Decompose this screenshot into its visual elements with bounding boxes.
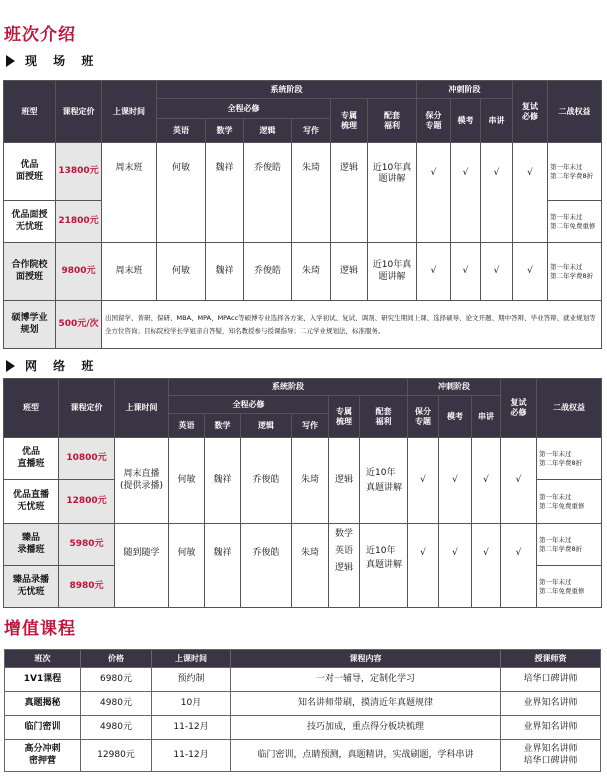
check-review: √ [472,524,501,608]
class-price: 8980元 [59,566,115,608]
header-class-type: 班型 [4,379,59,438]
course-content: 知名讲师带刷，摸清近年真题规律 [231,692,501,716]
course-price: 6980元 [81,668,152,692]
check-retake: √ [513,243,548,301]
header-bonus: 配套 福利 [360,396,408,438]
header-system-stage: 系统阶段 [169,379,408,396]
online-class-table [3,378,602,608]
check-mock: √ [439,524,472,608]
teacher-english: 何敏 [157,143,206,243]
header-full-required: 全程必修 [157,99,331,119]
course-name: 真题揭秘 [5,692,81,716]
header-sprint-stage: 冲刺阶段 [417,81,513,99]
check-guarantee: √ [417,143,451,243]
header-class-type: 班型 [4,81,56,143]
bonus-text: 近10年真 题讲解 [368,243,417,301]
header-content: 课程内容 [231,650,501,668]
header-time: 上课时间 [115,379,169,438]
teacher-math: 魏祥 [206,243,244,301]
teacher-writing: 朱琦 [292,243,331,301]
header-writing: 写作 [292,119,331,143]
class-price: 13800元 [56,143,102,201]
class-name: 硕博学业 规划 [4,301,56,349]
table-row [4,438,602,480]
class-price: 500元/次 [56,301,102,349]
teacher-english: 何敏 [169,524,205,608]
header-retake: 复试 必修 [513,81,548,143]
check-retake: √ [501,438,537,524]
check-mock: √ [451,243,481,301]
table-row [5,668,601,692]
header-english: 英语 [157,119,206,143]
course-price: 4980元 [81,716,152,740]
header-teacher: 授课师资 [501,650,601,668]
header-guarantee: 保分 专题 [417,99,451,143]
class-name: 优品 面授班 [4,143,56,201]
bonus-text: 近10年 真题讲解 [360,438,408,524]
planning-note: 出国留学、菁研、保研、MBA、MPA、MPAcc等硕博专业选择各方案、入学初试、复试、调剂、研究生期间上课、选择硕导、论文开题、期中答辩、毕业答辩、就业规划等全方位咨询；目标院校学长学姐亲自答疑，知名教授参与授课指导；二元学业规划法，标准服务。 [102,301,602,349]
header-sprint-stage: 冲刺阶段 [408,379,501,396]
header-name: 班次 [5,650,81,668]
class-price: 10800元 [59,438,115,480]
course-time: 10月 [152,692,231,716]
onsite-class-table [3,80,602,349]
course-content: 技巧加成，重点得分板块梳理 [231,716,501,740]
header-time: 上课时间 [102,81,157,143]
table-row [4,301,602,349]
course-price: 12980元 [81,740,152,772]
course-teacher: 业界知名讲师 [501,692,601,716]
arrow-icon [6,55,15,67]
teacher-math: 魏祥 [205,438,241,524]
teacher-logic: 乔俊皓 [244,143,292,243]
rights-text: 第一年未过 第二年免费重修 [548,201,602,243]
exclusive-subject: 逻辑 [331,143,368,243]
bonus-text: 近10年 真题讲解 [360,524,408,608]
check-review: √ [472,438,501,524]
header-exclusive: 专属 梳理 [329,396,360,438]
class-time: 周末直播 (提供录播) [115,438,169,524]
header-system-stage: 系统阶段 [157,81,417,99]
header-review: 串讲 [472,396,501,438]
header-logic: 逻辑 [244,119,292,143]
course-content: 临门密训，点睛预测，真题精讲，实战刷题，学科串讲 [231,740,501,772]
header-guarantee: 保分 专题 [408,396,439,438]
check-guarantee: √ [408,438,439,524]
value-added-table [4,649,601,772]
section-heading-onsite-label: 现 场 班 [25,54,100,68]
header-bonus: 配套 福利 [368,99,417,143]
rights-text: 第一年未过 第二年学费8折 [537,524,602,566]
header-price: 课程定价 [59,379,115,438]
course-content: 一对一辅导，定制化学习 [231,668,501,692]
course-time: 11-12月 [152,716,231,740]
teacher-logic: 乔俊皓 [241,524,292,608]
class-name: 优品 直播班 [4,438,59,480]
rights-text: 第一年未过 第二年学费8折 [548,143,602,201]
course-name: 临门密训 [5,716,81,740]
header-price: 课程定价 [56,81,102,143]
header-math: 数学 [206,119,244,143]
course-teacher: 业界知名讲师 培华口碑讲师 [501,740,601,772]
exclusive-subject: 逻辑 [331,243,368,301]
check-review: √ [481,243,513,301]
exclusive-subject: 数学 英语 逻辑 [329,524,360,608]
class-name: 优品直播 无忧班 [4,480,59,524]
header-rights: 二战权益 [548,81,602,143]
bonus-text: 近10年真 题讲解 [368,143,417,243]
course-teacher: 业界知名讲师 [501,716,601,740]
table-row [5,716,601,740]
header-mock: 模考 [451,99,481,143]
class-price: 12800元 [59,480,115,524]
class-price: 9800元 [56,243,102,301]
teacher-writing: 朱琦 [292,524,329,608]
header-math: 数学 [205,414,241,438]
teacher-logic: 乔俊皓 [241,438,292,524]
course-teacher: 培华口碑讲师 [501,668,601,692]
header-english: 英语 [169,414,205,438]
table-row [4,524,602,566]
header-logic: 逻辑 [241,414,292,438]
teacher-writing: 朱琦 [292,143,331,243]
check-mock: √ [451,143,481,243]
section-heading-online [6,357,99,374]
table-row [5,740,601,772]
class-price: 5980元 [59,524,115,566]
header-review: 串讲 [481,99,513,143]
rights-text: 第一年未过 第二年学费8折 [537,438,602,480]
header-writing: 写作 [292,414,329,438]
check-review: √ [481,143,513,243]
teacher-english: 何敏 [169,438,205,524]
header-full-required: 全程必修 [169,396,329,414]
header-retake: 复试 必修 [501,379,537,438]
course-time: 预约制 [152,668,231,692]
header-exclusive: 专属 梳理 [331,99,368,143]
header-mock: 模考 [439,396,472,438]
rights-text: 第一年未过 第二年免费重修 [537,566,602,608]
class-name: 优品面授 无忧班 [4,201,56,243]
table-row [5,692,601,716]
course-price: 4980元 [81,692,152,716]
teacher-writing: 朱琦 [292,438,329,524]
header-rights: 二战权益 [537,379,602,438]
teacher-logic: 乔俊皓 [244,243,292,301]
class-name: 臻品 录播班 [4,524,59,566]
teacher-english: 何敏 [157,243,206,301]
page-title: 班次介绍 [4,25,76,45]
class-time: 周末班 [102,243,157,301]
check-guarantee: √ [417,243,451,301]
teacher-math: 魏祥 [206,143,244,243]
class-time: 周末班 [102,143,157,243]
class-time: 随到随学 [115,524,169,608]
check-retake: √ [513,143,548,243]
teacher-math: 魏祥 [205,524,241,608]
class-name: 合作院校 面授班 [4,243,56,301]
course-name: 1V1课程 [5,668,81,692]
course-time: 11-12月 [152,740,231,772]
rights-text: 第一年未过 第二年免费重修 [537,480,602,524]
section-heading-online-label: 网 络 班 [25,359,100,373]
section-title-value-added: 增值课程 [4,619,76,639]
table-row [4,143,602,201]
header-price: 价格 [81,650,152,668]
check-retake: √ [501,524,537,608]
check-mock: √ [439,438,472,524]
class-name: 臻品录播 无忧班 [4,566,59,608]
section-heading-onsite [6,52,99,69]
course-name: 高分冲刺 密押营 [5,740,81,772]
check-guarantee: √ [408,524,439,608]
class-price: 21800元 [56,201,102,243]
exclusive-subject: 逻辑 [329,438,360,524]
arrow-icon [6,360,15,372]
table-row [4,243,602,301]
rights-text: 第一年未过 第二年学费8折 [548,243,602,301]
header-time: 上课时间 [152,650,231,668]
